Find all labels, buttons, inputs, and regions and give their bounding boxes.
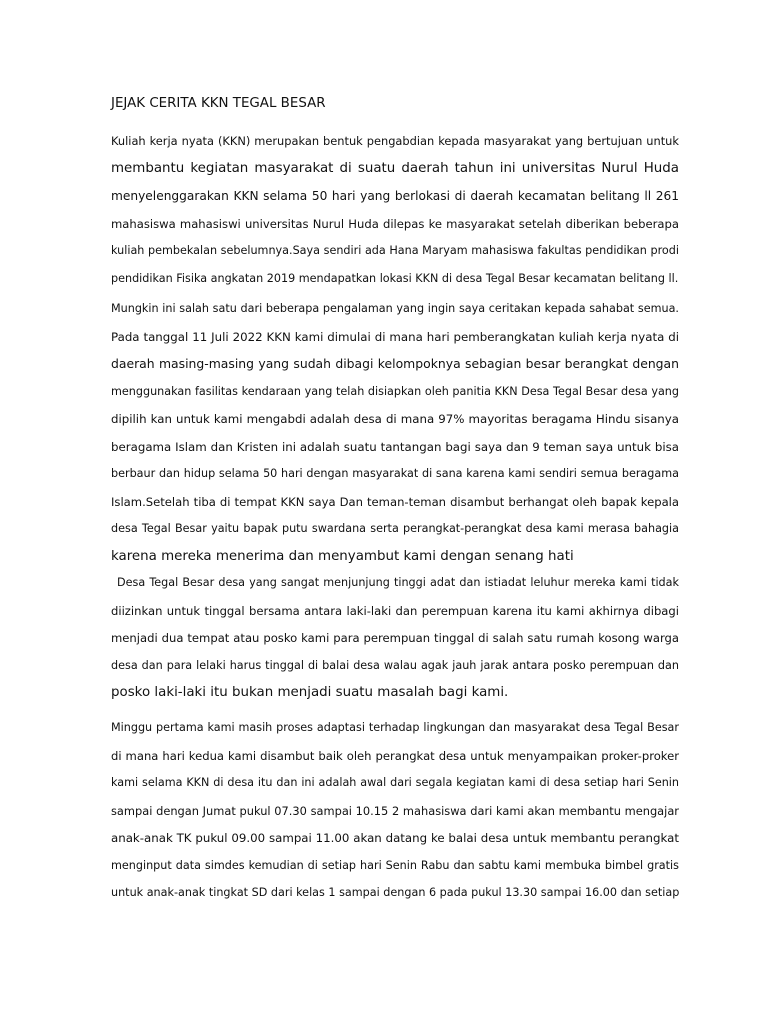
paragraph-line: di mana hari kedua kami disambut baik oleh perangkat desa untuk menyampaikan proker-proker (111, 748, 679, 763)
document-title: JEJAK CERITA KKN TEGAL BESAR (111, 96, 326, 111)
paragraph-line: Minggu pertama kami masih proses adaptasi terhadap lingkungan dan masyarakat desa Tegal Besar (111, 721, 679, 734)
paragraph-line: Mungkin ini salah satu dari beberapa pengalaman yang ingin saya ceritakan kepada sahabat semua. (111, 302, 679, 315)
paragraph-line: posko laki-laki itu bukan menjadi suatu masalah bagi kami. (111, 685, 509, 700)
paragraph-line: desa Tegal Besar yaitu bapak putu swardana serta perangkat-perangkat desa kami merasa bahagia (111, 522, 679, 535)
paragraph-line: sampai dengan Jumat pukul 07.30 sampai 10.15 2 mahasiswa dari kami akan membantu mengajar (111, 803, 679, 818)
paragraph-line: Islam.Setelah tiba di tempat KKN saya Dan teman-teman disambut berhangat oleh bapak kepala (111, 494, 679, 509)
paragraph-line: menyelenggarakan KKN selama 50 hari yang berlokasi di daerah kecamatan belitang ll 261 (111, 189, 679, 203)
paragraph-line: desa dan para lelaki harus tinggal di balai desa walau agak jauh jarak antara posko perempuan dan (111, 658, 679, 672)
paragraph-line: membantu kegiatan masyarakat di suatu daerah tahun ini universitas Nurul Huda (111, 160, 679, 176)
paragraph-line: berbaur dan hidup selama 50 hari dengan masyarakat di sana karena kami sendiri semua beragama (111, 467, 679, 480)
paragraph-line: menginput data simdes kemudian di setiap hari Senin Rabu dan sabtu kami membuka bimbel gratis (111, 858, 679, 872)
paragraph-1 (111, 133, 679, 298)
paragraph-line: diizinkan untuk tinggal bersama antara laki-laki dan perempuan karena itu kami akhirnya dibagi (111, 603, 679, 618)
paragraph-line: kami selama KKN di desa itu dan ini adalah awal dari segala kegiatan kami di desa setiap hari Senin (111, 776, 679, 789)
paragraph-4 (111, 720, 679, 913)
paragraph-line: kuliah pembekalan sebelumnya.Saya sendiri ada Hana Maryam mahasiswa fakultas pendidikan prodi (111, 244, 679, 257)
paragraph-line: daerah masing-masing yang sudah dibagi kelompoknya sebagian besar berangkat dengan (111, 356, 679, 371)
paragraph-line: Pada tanggal 11 Juli 2022 KKN kami dimulai di mana hari pemberangkatan kuliah kerja nyata di (111, 329, 679, 344)
paragraph-line: karena mereka menerima dan menyambut kami dengan senang hati (111, 548, 574, 564)
paragraph-line: anak-anak TK pukul 09.00 sampai 11.00 akan datang ke balai desa untuk membantu perangkat (111, 831, 679, 845)
paragraph-line: pendidikan Fisika angkatan 2019 mendapatkan lokasi KKN di desa Tegal Besar kecamatan belitang ll. (111, 271, 679, 285)
paragraph-line: dipilih kan untuk kami mengabdi adalah desa di mana 97% mayoritas beragama Hindu sisanya (111, 412, 679, 426)
paragraph-line: Kuliah kerja nyata (KKN) merupakan bentuk pengabdian kepada masyarakat yang bertujuan untuk (111, 134, 679, 148)
paragraph-line: menjadi dua tempat atau posko kami para perempuan tinggal di salah satu rumah kosong warga (111, 631, 679, 645)
paragraph-line: Desa Tegal Besar desa yang sangat menjunjung tinggi adat dan istiadat leluhur mereka kami tidak (117, 576, 679, 589)
paragraph-line: beragama Islam dan Kristen ini adalah suatu tantangan bagi saya dan 9 teman saya untuk bisa (111, 439, 679, 454)
paragraph-2 (111, 301, 679, 576)
paragraph-3 (111, 575, 679, 713)
paragraph-line: untuk anak-anak tingkat SD dari kelas 1 sampai dengan 6 pada pukul 13.30 sampai 16.00 dan setiap (111, 886, 679, 899)
paragraph-line: menggunakan fasilitas kendaraan yang telah disiapkan oleh panitia KKN Desa Tegal Besar desa yang (111, 384, 679, 398)
paragraph-line: mahasiswa mahasiswi universitas Nurul Huda dilepas ke masyarakat setelah diberikan beberapa (111, 216, 679, 231)
